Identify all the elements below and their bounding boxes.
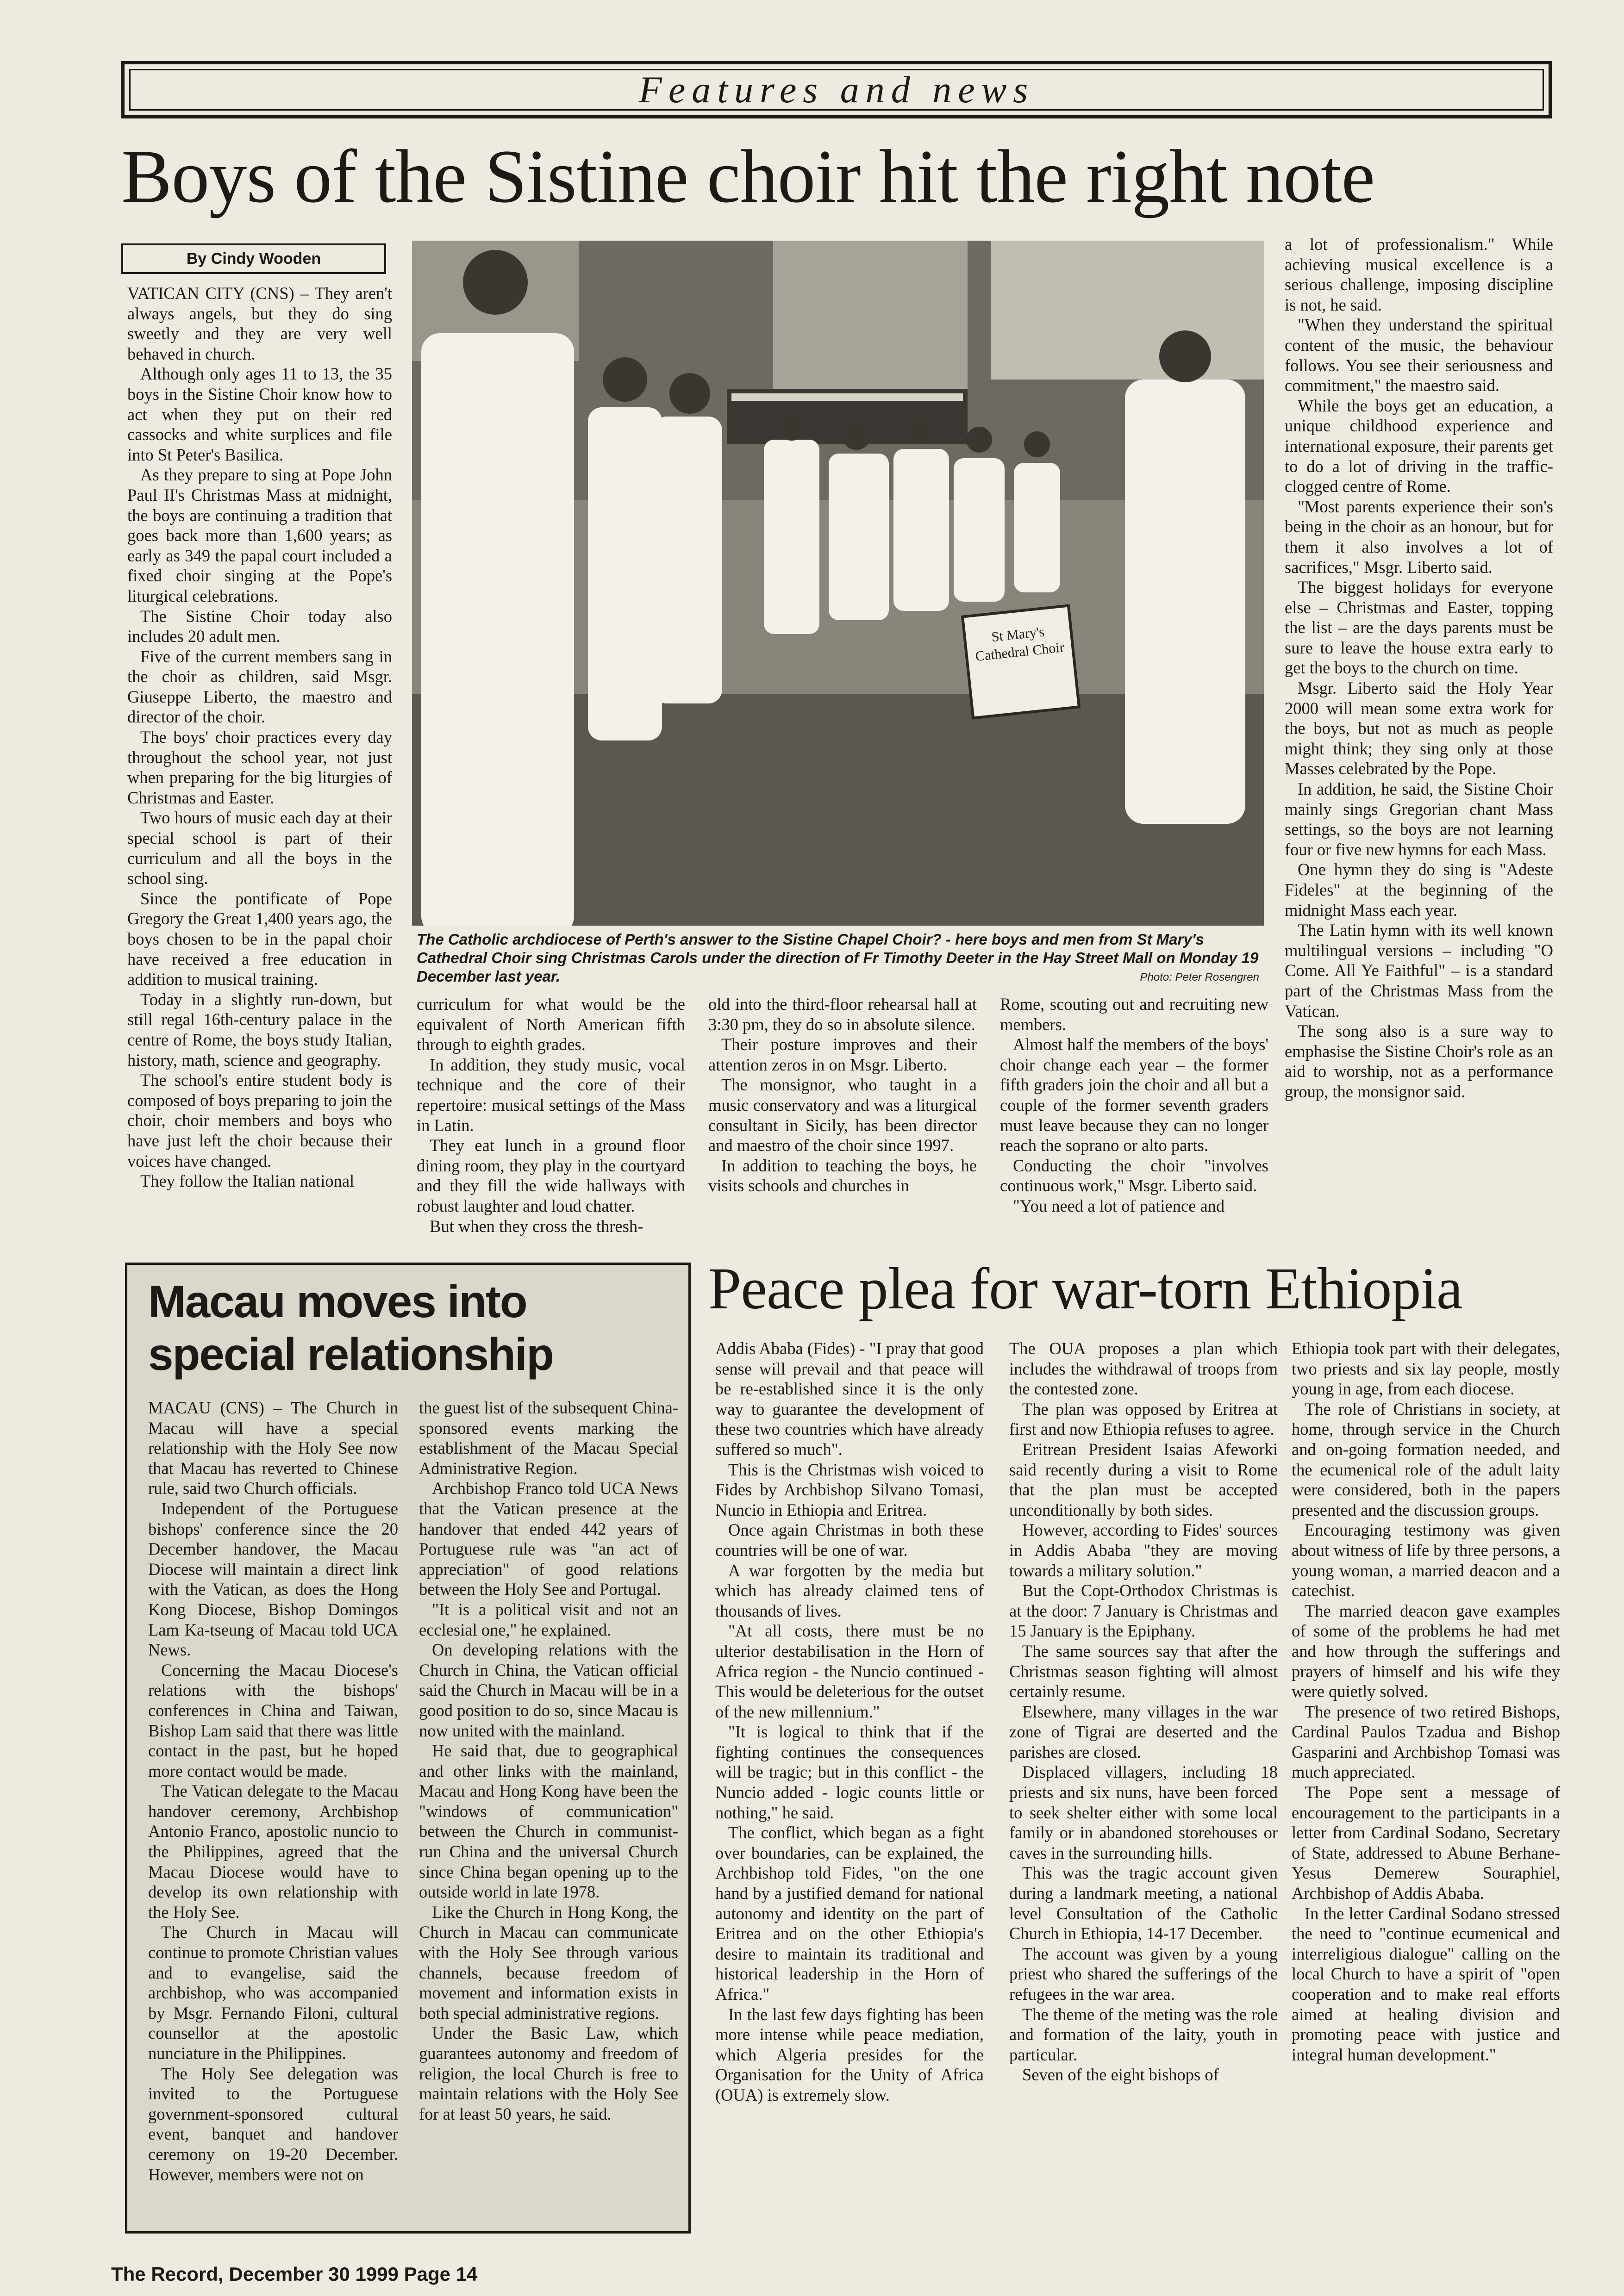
macau-column-2 xyxy=(419,1398,678,2124)
choir-photo xyxy=(412,241,1264,926)
paragraph: Almost half the members of the boys' choir change each year – the former fifth graders join the choir and all but a couple of the former seventh graders must leave because they can no longer reach the soprano or alto parts. xyxy=(1000,1035,1268,1155)
paragraph: "When they understand the spiritual content of the music, the behaviour follows. You see their seriousness and commitment," the maestro said. xyxy=(1285,315,1553,395)
paragraph: The theme of the meting was the role and formation of the laity, youth in particular. xyxy=(1009,2004,1278,2064)
paragraph: "Most parents experience their son's being in the choir as an honour, but for them it also involves a lot of sacrifices," Msgr. Liberto said. xyxy=(1285,497,1553,577)
paragraph: A war forgotten by the media but which has already claimed tens of thousands of lives. xyxy=(715,1561,984,1620)
paragraph: But the Copt-Orthodox Christmas is at the door: 7 January is Christmas and 15 January is the Epiphany. xyxy=(1009,1581,1278,1641)
paragraph: In addition to teaching the boys, he visits schools and churches in xyxy=(708,1156,977,1195)
paragraph: old into the third-floor rehearsal hall at 3:30 pm, they do so in absolute silence. xyxy=(708,995,977,1034)
paragraph: VATICAN CITY (CNS) – They aren't always angels, but they do sing sweetly and they are very well behaved in church. xyxy=(127,284,392,363)
paragraph: In addition, they study music, vocal technique and the core of their repertoire: musical settings of the Mass in Latin. xyxy=(417,1055,685,1135)
paragraph: Today in a slightly run-down, but still regal 16th-century palace in the centre of Rome, the boys study Italian, history, math, science and geography. xyxy=(127,989,392,1070)
section-banner xyxy=(121,61,1552,118)
paragraph: MACAU (CNS) – The Church in Macau will have a special relationship with the Holy See now that Macau has reverted to Chinese rule, said two Church officials. xyxy=(148,1398,398,1498)
paragraph: However, according to Fides' sources in Addis Ababa "they are moving towards a military solution." xyxy=(1009,1520,1278,1580)
photo-caption: The Catholic archdiocese of Perth's answer to the Sistine Chapel Choir? - here boys and men from St Mary's Cathedral Choir sing Christmas Carols under the direction of Fr Timothy Deeter in the Hay Street Mall on Monday 19 December last year. xyxy=(417,931,1259,985)
paragraph: The presence of two retired Bishops, Cardinal Paulos Tzadua and Bishop Gasparini and Archbishop Tomasi was much appreciated. xyxy=(1292,1702,1560,1782)
sistine-column-2 xyxy=(417,994,685,1236)
sistine-column-3 xyxy=(708,994,977,1196)
choir-sign-line-1: St Mary's xyxy=(991,624,1045,645)
sistine-column-1 xyxy=(127,283,392,1191)
choir-photo-illustration xyxy=(412,241,1264,926)
paragraph: Rome, scouting out and recruiting new members. xyxy=(1000,995,1268,1034)
section-banner-label: Features and news xyxy=(638,68,1035,111)
paragraph: As they prepare to sing at Pope John Paul II's Christmas Mass at midnight, the boys are continuing a tradition that goes back more than 1,600 years; as early as 349 the papal court included a fixed choir singing at the Pope's liturgical celebrations. xyxy=(127,465,392,605)
paragraph: the guest list of the subsequent China-sponsored events marking the establishment of the Macau Special Administrative Region. xyxy=(419,1398,678,1478)
paragraph: The Vatican delegate to the Macau handover ceremony, Archbishop Antonio Franco, apostolic nuncio to the Philippines, agreed that the Macau Diocese would have to develop its own relationship with the Holy See. xyxy=(148,1781,398,1922)
paragraph: The plan was opposed by Eritrea at first and now Ethiopia refuses to agree. xyxy=(1009,1399,1278,1439)
paragraph: While the boys get an education, a unique childhood experience and international exposure, their parents get to do a lot of driving in the traffic-clogged centre of Rome. xyxy=(1285,396,1553,496)
paragraph: In the letter Cardinal Sodano stressed the need to "continue ecumenical and interreligious dialogue" calling on the local Church to have a spirit of "open cooperation and to make real efforts aimed at healing division and promoting peace with justice and integral human development." xyxy=(1292,1904,1560,2064)
paragraph: The school's entire student body is composed of boys preparing to join the choir, choir members and boys who have just left the choir because their voices have changed. xyxy=(127,1070,392,1170)
paragraph: The married deacon gave examples of some of the problems he had met and how through the sufferings and prayers of himself and his wife they were quietly solved. xyxy=(1292,1601,1560,1701)
paragraph: In addition, he said, the Sistine Choir mainly sings Gregorian chant Mass settings, so the boys are not learning four or five new hymns for each Mass. xyxy=(1285,779,1553,859)
ethiopia-headline: Peace plea for war-torn Ethiopia xyxy=(708,1256,1462,1321)
paragraph: The role of Christians in society, at home, through service in the Church and on-going formation needed, and the ecumenical role of the adult laity were considered, both in the papers presented and the discussion groups. xyxy=(1292,1399,1560,1519)
paragraph: The song also is a sure way to emphasise the Sistine Choir's role as an aid to worship, not as a performance group, the monsignor said. xyxy=(1285,1021,1553,1101)
paragraph: The Pope sent a message of encouragement to the participants in a letter from Cardinal Sodano, Secretary of State, addressed to Abune Berhane-Yesus Demerew Souraphiel, Archbishop of Addis Ababa. xyxy=(1292,1783,1560,1903)
paragraph: One hymn they do sing is "Adeste Fideles" at the beginning of the midnight Mass each year. xyxy=(1285,860,1553,920)
macau-column-1 xyxy=(148,1398,398,2184)
paragraph: Since the pontificate of Pope Gregory the Great 1,400 years ago, the boys chosen to be in the papal choir have received a free education in addition to musical training. xyxy=(127,889,392,989)
paragraph: Eritrean President Isaias Afeworki said recently during a visit to Rome that the plan must be accepted unconditionally by both sides. xyxy=(1009,1439,1278,1519)
paragraph: Msgr. Liberto said the Holy Year 2000 will mean some extra work for the boys, but not as much as people might think; they sing only at those Masses celebrated by the Pope. xyxy=(1285,678,1553,778)
macau-headline-line-1: Macau moves into xyxy=(148,1276,527,1327)
paragraph: "You need a lot of patience and xyxy=(1013,1196,1225,1215)
paragraph: Addis Ababa (Fides) - "I pray that good sense will prevail and that peace will be re-established since it is the only way to guarantee the development of these two countries which have already suffered so much". xyxy=(715,1339,984,1459)
paragraph: Concerning the Macau Diocese's relations with the bishops' conferences in China and Taiwan, Bishop Lam said that there was little contact in the past, but he hoped more contact would be made. xyxy=(148,1660,398,1780)
ethiopia-column-2 xyxy=(1009,1338,1278,2085)
paragraph: Encouraging testimony was given about witness of life by three persons, a young woman, a married deacon and a catechist. xyxy=(1292,1520,1560,1600)
paragraph: The same sources say that after the Christmas season fighting will almost certainly resume. xyxy=(1009,1641,1278,1701)
paragraph: a lot of professionalism." While achieving musical excellence is a serious challenge, imposing discipline is not, he said. xyxy=(1285,235,1553,314)
paragraph: The Latin hymn with its well known multilingual versions – including "O Come. All Ye Faithful" – is a standard part of the Christmas Mass from the Vatican. xyxy=(1285,921,1553,1020)
sistine-headline: Boys of the Sistine choir hit the right note xyxy=(121,135,1375,218)
paragraph: The biggest holidays for everyone else – Christmas and Easter, topping the list – are the days parents must be sure to leave the house extra early to get the boys to the church on time. xyxy=(1285,578,1553,678)
paragraph: In the last few days fighting has been more intense while peace mediation, which Algeria presides for the Organisation for the Unity of Africa (OUA) is extremely slow. xyxy=(715,2004,984,2104)
paragraph: "It is logical to think that if the fighting continues the consequences will be tragic; but in this conflict - the Nuncio added - logic counts little or nothing," he said. xyxy=(715,1722,984,1822)
sistine-column-4 xyxy=(1000,994,1268,1216)
byline: By Cindy Wooden xyxy=(121,243,386,274)
paragraph: The OUA proposes a plan which includes the withdrawal of troops from the contested zone. xyxy=(1009,1339,1278,1399)
paragraph: Their posture improves and their attention zeros in on Msgr. Liberto. xyxy=(708,1035,977,1074)
paragraph: The account was given by a young priest who shared the sufferings of the refugees in the war area. xyxy=(1009,1944,1278,2004)
paragraph: This is the Christmas wish voiced to Fides by Archbishop Silvano Tomasi, Nuncio in Ethiopia and Eritrea. xyxy=(715,1460,984,1519)
sistine-column-5 xyxy=(1285,234,1553,1102)
paragraph: The conflict, which began as a fight over boundaries, can be explained, the Archbishop told Fides, "on the one hand by a justified demand for national autonomy and identity on the part of Eritrea and on the other Ethiopia's desire to maintain its traditional and historical leadership in the Horn of Africa." xyxy=(715,1823,984,2004)
paragraph: Archbishop Franco told UCA News that the Vatican presence at the handover that ended 442 years of Portuguese rule was "an act of appreciation" of good relations between the Holy See and Portugal. xyxy=(419,1479,678,1599)
paragraph: The Sistine Choir today also includes 20 adult men. xyxy=(127,606,392,646)
paragraph: Displaced villagers, including 18 priests and six nuns, have been forced to seek shelter either with some local family or in abandoned storehouses or caves in the surrounding hills. xyxy=(1009,1762,1278,1862)
paragraph: Seven of the eight bishops of xyxy=(1022,2065,1219,2084)
paragraph: "It is a political visit and not an ecclesial one," he explained. xyxy=(419,1599,678,1639)
paragraph: The boys' choir practices every day throughout the school year, not just when preparing for the big liturgies of Christmas and Easter. xyxy=(127,728,392,807)
paragraph: "At all costs, there must be no ulterior destabilisation in the Horn of Africa region - the Nuncio continued - This would be deleterious for the outset of the new millennium." xyxy=(715,1621,984,1721)
page-footer: The Record, December 30 1999 Page 14 xyxy=(111,2263,478,2285)
paragraph: Ethiopia took part with their delegates, two priests and six lay people, mostly young in age, from each diocese. xyxy=(1292,1339,1560,1399)
paragraph: Once again Christmas in both these countries will be one of war. xyxy=(715,1520,984,1560)
paragraph: Two hours of music each day at their special school is part of their curriculum and all the boys in the school sing. xyxy=(127,808,392,888)
macau-headline-line-2: special relationship xyxy=(148,1329,553,1380)
paragraph: Conducting the choir "involves continuous work," Msgr. Liberto said. xyxy=(1000,1156,1268,1195)
paragraph: Five of the current members sang in the choir as children, said Msgr. Giuseppe Liberto, the maestro and director of the choir. xyxy=(127,647,392,727)
choir-sign-line-2: Cathedral Choir xyxy=(974,640,1065,665)
paragraph: The Church in Macau will continue to promote Christian values and to evangelise, said the archbishop, who was accompanied by Msgr. Fernando Filoni, cultural counsellor at the apostolic nunciature in the Philippines. xyxy=(148,1923,398,2063)
paragraph: curriculum for what would be the equivalent of North American fifth through to eighth grades. xyxy=(417,995,685,1054)
ethiopia-column-1 xyxy=(715,1338,984,2105)
paragraph: The monsignor, who taught in a music conservatory and was a liturgical consultant in Sicily, has been director and maestro of the choir since 1997. xyxy=(708,1075,977,1155)
paragraph: They eat lunch in a ground floor dining room, they play in the courtyard and they fill the wide hallways with robust laughter and loud chatter. xyxy=(417,1136,685,1215)
ethiopia-column-3 xyxy=(1292,1338,1560,2065)
paragraph: On developing relations with the Church in China, the Vatican official said the Church in Macau will be in a good position to do so, since Macau is now united with the mainland. xyxy=(419,1640,678,1740)
photo-credit: Photo: Peter Rosengren xyxy=(1140,971,1259,983)
paragraph: Elsewhere, many villages in the war zone of Tigrai are deserted and the parishes are closed. xyxy=(1009,1702,1278,1761)
paragraph: Like the Church in Hong Kong, the Church in Macau can communicate with the Holy See through various channels, because freedom of movement and information exists in both special administrative regions. xyxy=(419,1902,678,2022)
paragraph: Under the Basic Law, which guarantees autonomy and freedom of religion, the local Church is free to maintain relations with the Holy See for at least 50 years, he said. xyxy=(419,2023,678,2123)
paragraph: This was the tragic account given during a landmark meeting, a national level Consultation of the Catholic Church in Ethiopia, 14-17 December. xyxy=(1009,1863,1278,1943)
paragraph: The Holy See delegation was invited to the Portuguese government-sponsored cultural event, banquet and handover ceremony on 19-20 December. However, members were not on xyxy=(148,2064,398,2184)
paragraph: Independent of the Portuguese bishops' conference since the 20 December handover, the Macau Diocese will maintain a direct link with the Vatican, as does the Hong Kong Diocese, Bishop Domingos Lam Ka-tseung of Macau told UCA News. xyxy=(148,1499,398,1660)
paragraph: He said that, due to geographical and other links with the mainland, Macau and Hong Kong have been the "windows of communication" between the Church in communist-run China and the universal Church since China began opening up to the outside world in late 1978. xyxy=(419,1741,678,1902)
paragraph: Although only ages 11 to 13, the 35 boys in the Sistine Choir know how to act when they put on their red cassocks and white surplices and file into St Peter's Basilica. xyxy=(127,364,392,464)
paragraph: They follow the Italian national xyxy=(140,1171,355,1191)
paragraph: But when they cross the thresh- xyxy=(430,1216,643,1236)
